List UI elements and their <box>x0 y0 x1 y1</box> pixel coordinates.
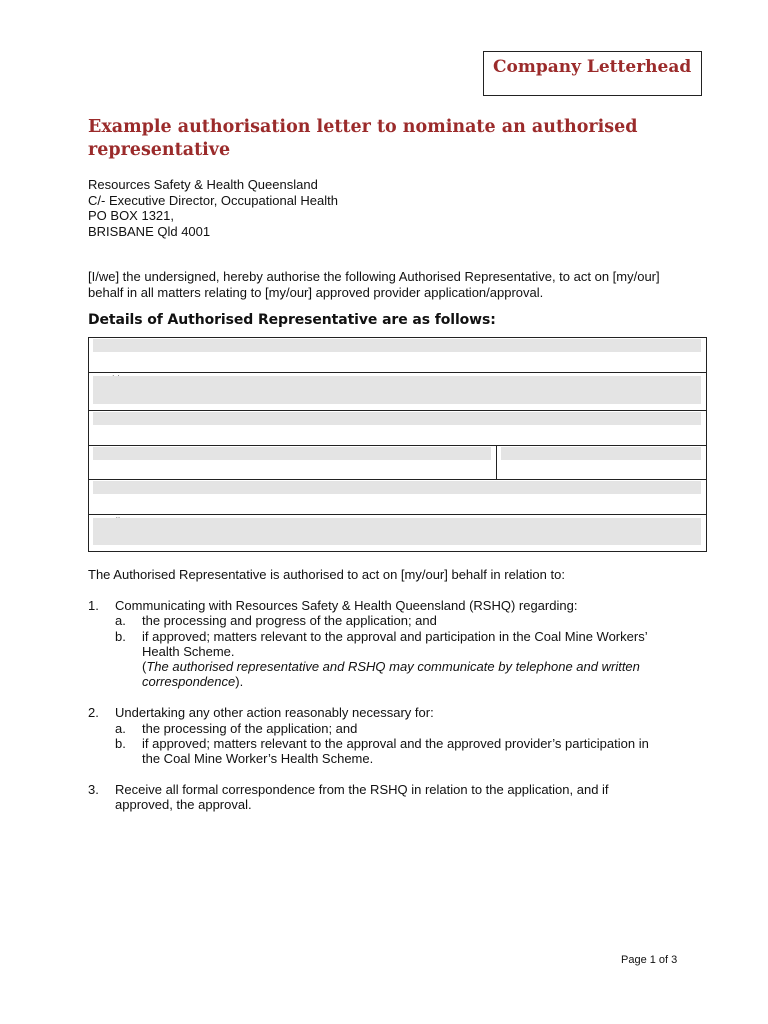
sub-item-letter: a. <box>115 613 126 629</box>
position-cell[interactable] <box>89 373 706 410</box>
sub-item-text: the processing and progress of the application; and <box>142 613 437 629</box>
email-cell[interactable] <box>89 515 706 551</box>
page-number: Page 1 of 3 <box>621 954 678 966</box>
recipient-address <box>88 177 338 239</box>
form-row-name <box>89 338 706 373</box>
form-row-email <box>89 515 706 551</box>
form-row-address-phone <box>89 446 706 480</box>
intro-paragraph: [I/we] the undersigned, hereby authorise the following Authorised Representative, to act on [my/our] behalf in all matters relating to [my/our] approved provider application/approval. <box>88 269 660 300</box>
sub-item-letter: a. <box>115 720 126 736</box>
note-close: ). <box>235 674 244 690</box>
phone-cell[interactable] <box>496 446 706 479</box>
document-title: Example authorisation letter to nominate an authorised representative <box>88 117 638 160</box>
name-cell[interactable] <box>89 338 706 372</box>
representative-details-table <box>88 337 707 552</box>
sub-item-text: if approved; matters relevant to the approval and participation in the Coal Mine Workers’ Health Scheme. <box>142 628 648 659</box>
address-cell[interactable] <box>89 446 496 479</box>
list-item <box>88 782 668 813</box>
list-item <box>88 705 668 766</box>
item-text: Undertaking any other action reasonably necessary for: <box>115 705 434 721</box>
sub-item <box>115 629 668 660</box>
item-note <box>115 659 668 690</box>
details-heading: Details of Authorised Representative are as follows: <box>88 312 496 328</box>
sub-item-text: if approved; matters relevant to the approval and the approved provider’s participation in the Coal Mine Worker’s Health Scheme. <box>142 735 649 767</box>
sub-item <box>115 721 668 736</box>
sub-item-text: the processing of the application; and <box>142 720 358 736</box>
form-row-organisation <box>89 411 706 446</box>
postal-cell[interactable] <box>89 480 706 514</box>
phone-field[interactable] <box>501 447 701 460</box>
item-number: 2. <box>88 705 99 721</box>
address-line: PO BOX 1321, <box>88 208 174 223</box>
authorised-scope-text: The Authorised Representative is authorised to act on [my/our] behalf in relation to: <box>88 567 565 582</box>
address-field[interactable] <box>93 447 491 460</box>
list-item <box>88 598 668 690</box>
form-row-position <box>89 373 706 411</box>
address-line: Resources Safety & Health Queensland <box>88 177 318 192</box>
note-open: ( <box>142 659 147 675</box>
company-letterhead-box: Company Letterhead <box>483 51 702 96</box>
item-text: Communicating with Resources Safety & Health Queensland (RSHQ) regarding: <box>115 598 578 613</box>
position-field[interactable] <box>93 376 701 404</box>
item-number: 1. <box>88 598 99 613</box>
sub-item <box>115 736 668 767</box>
address-line: BRISBANE Qld 4001 <box>88 223 211 239</box>
sub-item <box>115 613 668 628</box>
note-italic-text: The authorised representative and RSHQ may communicate by telephone and written correspondence <box>142 659 640 690</box>
item-number: 3. <box>88 781 99 797</box>
form-row-postal <box>89 480 706 515</box>
organisation-cell[interactable] <box>89 411 706 445</box>
organisation-field[interactable] <box>93 412 701 425</box>
postal-field[interactable] <box>93 481 701 494</box>
sub-item-letter: b. <box>115 628 126 644</box>
name-field[interactable] <box>93 339 701 352</box>
address-line: C/- Executive Director, Occupational Health <box>88 192 338 208</box>
email-field[interactable] <box>93 518 701 545</box>
authorisation-list <box>88 598 668 828</box>
item-text: Receive all formal correspondence from the RSHQ in relation to the application, and if approved, the approval. <box>115 781 609 813</box>
sub-item-letter: b. <box>115 735 126 751</box>
